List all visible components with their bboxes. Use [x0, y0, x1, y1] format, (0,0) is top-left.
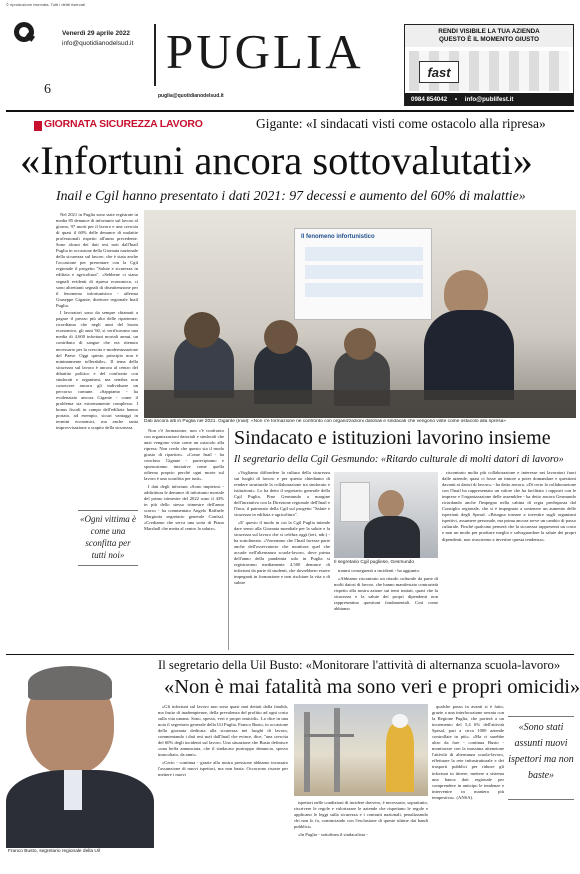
paragraph: «Certo - continua - grazie alla nostra pressione abbiamo incassato l'assunzione di nuovi ispettori, ma non basta. Occorrono risorse per mettere i nuovi	[158, 759, 288, 778]
second-headline: Sindacato e istituzioni lavorino insieme	[234, 427, 551, 449]
kicker-quote: Gigante: «I sindacati visti come ostacolo alla ripresa»	[256, 116, 546, 131]
copyright-line: © riproduzione riservata. Tutti i diritti riservati	[6, 2, 85, 7]
ad-email: info@publifest.it	[464, 96, 514, 103]
main-article-col-1	[56, 212, 138, 460]
masthead	[14, 20, 66, 46]
paragraph: «Vogliamo diffondere la cultura della sicurezza sui luoghi di lavoro e per questo chiediamo di rendere strutturale la collaborazione tra sindacato e istituzioni». Lo ha detto il segretario generale della Cgil Puglia, Pino Gesmundo a margine dell'iniziativa con la Direzione regionale dell'Inail e l'Inca, il patronato della Cgil sul progetto "Salute e sicurezza in edilizia e agricoltura".	[234, 470, 330, 518]
section-email: puglia@quotidianodelsud.it	[158, 93, 224, 99]
third-headline: «Non è mai fatalità ma sono veri e propri omicidi»	[164, 676, 580, 698]
ad-brand-logo: fast	[427, 65, 451, 80]
column-divider	[228, 428, 229, 650]
ad-phone: 0984 854042	[411, 96, 448, 103]
pull-quote: «Ogni vittima è come una sconfitta per tutti noi»	[78, 510, 138, 566]
third-article-col-1	[158, 704, 288, 864]
ad-line-1: RENDI VISIBILE LA TUA AZIENDA	[438, 28, 540, 35]
kicker-label: GIORNATA SICUREZZA LAVORO	[44, 118, 203, 130]
paragraph: «Abbiamo riscontrato un ritardo culturale da parte di molti datori di lavoro, che hanno manifestato contrarietà rispetto alla nostra azione sui temi trattati, quasi che la sicurezza e la salute dei propri dipendenti non rappresentino questioni fondamentali. Così come abbiamo	[334, 575, 438, 611]
issue-date: Venerdì 29 aprile 2022	[62, 30, 130, 37]
second-article-col-3	[442, 470, 576, 648]
second-photo-caption: Il segretario Cgil pugliese, Gesmundo	[334, 560, 414, 565]
speaker-body	[424, 310, 514, 400]
third-photo-caption: Franco Busto, segretario regionale della Uil	[8, 849, 100, 854]
paragraph: «E' questo il modo in cui la Cgil Puglia intende dare senso alla Giornata mondiale per la salute e la sicurezza sul lavoro che si celebra oggi (ieri, ndr.) - ha sottolineato. «Vorremmo che l'Inail facesse parte anche dell'osservatorio che monitora quel che accade nell'alternanza scuola-lavoro, dove prima dell'anno della pandemia solo in Puglia si registravano mediamente 4.500 denunce di infortuni da parte di studenti, che dovrebbero essere impegnati in formazione e non rischiare la vita o di subire	[234, 519, 330, 586]
conference-photo	[144, 210, 576, 418]
third-pull-quote: «Sono stati assunti nuovi ispettori ma non baste»	[508, 716, 574, 800]
paragraph: I lavoratori sono da sempre chiamati a pagare il prezzo più alto delle ripartenze: ricordiamo che negli anni del boom economico, gli anni '60, si verificavano una media di 4.600 infortuni mortali annui, un contributo di sangue che era ritenuto necessario per la crescita e modernizzazione del Paese. Oggi questo principio non è minimamente tollerabile». Il tema della sicurezza sul lavoro è ancora al centro del dibattito politico e del confronto con sindacati e organismi, ma sembra non conoscere ancora gli individuare un percorso comune. «Sappiamo - ha evidenziato ancora Gigante - come il problema sia estremamente complesso. I bonus fiscali in campo dell'edilizia hanno portato, ad esempio, sicuri vantaggi in termini economici, ma anche tanta improvvisazione a scapito della sicurezza.	[56, 310, 138, 431]
ad-line-2: QUESTO È IL MOMENTO GIUSTO	[439, 36, 539, 43]
section-title: PUGLIA	[166, 24, 364, 79]
construction-photo	[294, 704, 428, 796]
kicker-marker	[34, 121, 42, 131]
third-article-col-3	[432, 704, 504, 864]
busto-photo	[6, 658, 154, 848]
third-article-col-2	[294, 800, 428, 864]
third-kicker: Il segretario della Uil Busto: «Monitorare l'attività di alternanza scuola-lavoro»	[158, 658, 561, 672]
header-rule	[6, 110, 574, 112]
paragraph: «In Puglia - sottolinea il sindacalista -	[298, 831, 368, 837]
second-article-col-1	[234, 470, 330, 648]
second-article-col-2	[334, 568, 438, 648]
main-photo-caption: Dati ancora alti in Puglia nel 2021. Gigante (Inail): «Non c'è formazione nè confronto con organizzazioni datoriali e sindacati che vengono viste come ostacolo alla ripresa»	[144, 419, 506, 424]
main-article-col-2	[144, 428, 224, 646]
advertisement[interactable]: RENDI VISIBILE LA TUA AZIENDA QUESTO È IL MOMENTO GIUSTO fast 0984 854042 • info@publifest.it	[404, 24, 574, 106]
main-headline: «Infortuni ancora sottovalutati»	[20, 138, 533, 183]
presentation-screen	[294, 228, 432, 320]
header-email: info@quotidianodelsud.it	[62, 40, 134, 47]
gesmundo-photo	[334, 472, 438, 558]
paragraph: Nel 2021 in Puglia sono state registrate in media 85 denunce di infortunio sul lavoro al giorno, 97 morti per il lavoro e una crescita di quasi il 60% delle denunce di malattie professionali rispetto all'anno precedente. Sono alcuni dei dati resi noti dall'Inail Puglia in occasione della Giornata nazionale della sicurezza sul lavoro, che è stata anche l'occasione per presentare con la Cgil regionale il progetto "Salute e sicurezza in edilizia e agricoltura". «Sebbene ci siano segnali evidenti di ripresa economica, ci sono altrettanti segnali di diseattenzione per il fenomeno infortunistico - afferma Giuseppe Gigante, direttore regionale Inail Puglia.	[56, 212, 138, 308]
paragraph: I dati degli infortuni «Sono impietosi - addirittura le denunce di infortunio mortale del primo trimestre del 2022 sono il 43% in più dello stesso trimestre dell'anno scorso - ha commentato Angelo Raffaele Margiotta segretario generale Confsal. «Crediamo che serva una sorta di Piano Marshall che metta al centro la salute».	[144, 483, 224, 532]
paragraph: qualche passo in avanti si è fatto, grazie a una interlocuzione serrata con la Regione Puglia, che porterà a un incremento del 5,4 6% dell'attività Spesal, pari a circa 1000 aziende controllate in più». «Ma ci sarebbe altro da fare - continua Busto - monitorare con la massima attenzione l'attività di alternanza scuola-lavoro, effettuare la rete infrastrutturale e dei trasporti pubblici per ridurre gli infortuni in itinere, mettere a sistema una banca dati regionale per comprendere in anticipo le tendenze e intervenire in maniera più tempestiva». (ANSA).	[432, 704, 504, 800]
paragraph: ispettori nelle condizioni di incidere davvero, è necessario, soprattutto, riscrivere le regole e valorizzare le aziende che rispettano le regole e applicano le leggi sulla sicurezza e i contratti nazionali, penalizzando chi non lo fa, cominciando con l'esclusione di queste ultime dai bandi pubblici».	[294, 800, 428, 830]
paragraph: «Gli infortuni sul lavoro non sono quasi mai dettati dalla fatalità, ma frutto di inadempienze, della prevalenza del profitto ad ogni costo sulla vita umana. Sono, spesso, veri e propri omicidi». Lo dice in una nota il segretario generale della Uil Puglia, Franco Busto, in occasione della giornata dedicata alla sicurezza nei luoghi di lavoro, commentando i dati resi noti dall'Inail che evince, dice, "una crescita del 60% degli incidenti sul lavoro. Una situazione che Busto definisce «una beffa annunciata, che il sindacato purtroppo denuncia, spesso inascoltato, da anni».	[158, 704, 288, 758]
paragraph: traumi conseguenti a incidenti - ha aggiunto.	[338, 568, 421, 573]
paragraph: riscontrato molta più collaborazione e interesse nei lavoratori fuori dalle aziende, quasi ci fosse un timore a poter domandare e questioni davanti ai datori di lavoro» - ha detto ancora. «Di certo la collaborazione con l'Inail ha rappresentato un valore che ha facilitato i rapporti con le imprese e l'organizzazione delle assemblee - ha detto ancora Gesmundo ricordando anche l'impegno nella cabina di regia predisposta dal Consiglio regionale, che si è impegnato a sostenere un aumento delle ispezioni degli Spesal. «Bisogna tornare a investire sugli organismi ispettivi, assumere personale, ma prima ancora serve un cambio di passo culturale. Finché qualcuno penserà che la sicurezza rappresenti un costo e non un modo per produrre meglio e salvaguardare la salute dei propri dipendenti, non riusciremo a invertire questa tendenza».	[442, 470, 576, 542]
section-rule	[6, 654, 574, 655]
main-subheadline: Inail e Cgil hanno presentato i dati 2021: 97 decessi e aumento del 60% di malattie»	[56, 188, 526, 203]
screen-title: Il fenomeno infortunistico	[301, 234, 375, 240]
masthead-divider	[154, 24, 156, 86]
second-subheadline: Il segretario della Cgil Gesmundo: «Ritardo culturale di molti datori di lavoro»	[234, 454, 564, 465]
paragraph: Non c'è formazione, non c'è confronto con organizzazioni datoriali e sindacali che anzi vengono viste come un ostacolo alla ripresa. Non credo che questo sia il modo giusto di ripartire». «Come Inail - ha concluso Gigante - partecipiamo e sponsoriamo iniziative come quella odierna proprio perché ogni morte sul lavoro è una sconfitta per tutti».	[144, 428, 224, 482]
newspaper-logo-icon	[14, 22, 34, 42]
page-number: 6	[44, 82, 51, 97]
